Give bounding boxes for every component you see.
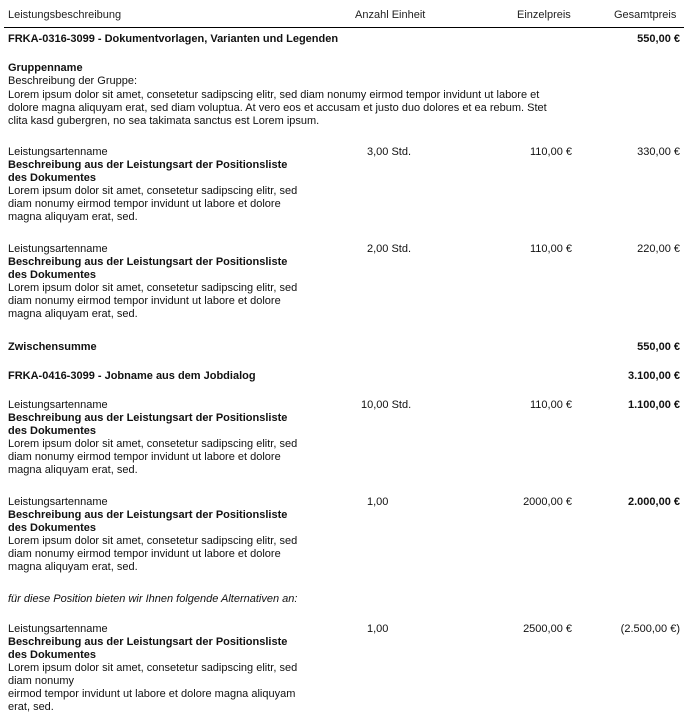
column-header-description: Leistungsbeschreibung xyxy=(8,9,122,21)
item-description: Lorem ipsum dolor sit amet, consetetur sadipscing elitr, sed xyxy=(8,282,298,294)
group-title: FRKA-0316-3099 - Dokumentvorlagen, Varianten und Legenden xyxy=(8,33,339,45)
item-description: Lorem ipsum dolor sit amet, consetetur sadipscing elitr, sed xyxy=(8,662,298,674)
group-total: 550,00 € xyxy=(637,33,680,45)
item-title: des Dokumentes xyxy=(8,522,97,534)
line-item xyxy=(8,399,297,477)
item-type-name: Leistungsartenname xyxy=(8,399,108,411)
item-unit-price: 2500,00 € xyxy=(523,623,572,635)
alternatives-note: für diese Position bieten wir Ihnen folgende Alternativen an: xyxy=(8,593,298,605)
item-description: magna aliquyam erat, sed. xyxy=(8,308,138,320)
item-type-name: Leistungsartenname xyxy=(8,496,108,508)
item-quantity: 3,00 Std. xyxy=(367,146,412,158)
subtotal-label: Zwischensumme xyxy=(8,341,97,353)
item-description: diam nonumy eirmod tempor invidunt ut labore et dolore xyxy=(8,451,281,463)
item-total: 330,00 € xyxy=(637,146,680,158)
item-title: Beschreibung aus der Leistungsart der Positionsliste xyxy=(8,412,288,424)
item-title: Beschreibung aus der Leistungsart der Positionsliste xyxy=(8,159,288,171)
item-title: des Dokumentes xyxy=(8,425,97,437)
item-description: magna aliquyam erat, sed. xyxy=(8,561,138,573)
item-total: 220,00 € xyxy=(637,243,680,255)
line-item xyxy=(8,496,297,574)
column-header-quantity: Anzahl Einheit xyxy=(355,9,426,21)
header-divider xyxy=(4,27,684,28)
item-quantity: 1,00 xyxy=(367,623,389,635)
item-title: Beschreibung aus der Leistungsart der Positionsliste xyxy=(8,256,288,268)
group-description: Lorem ipsum dolor sit amet, consetetur sadipscing elitr, sed diam nonumy eirmod tempor invidunt ut labore et dolore magna aliquyam erat, sed diam voluptua. At vero eos et accusam et justo duo dolores et ea rebum. Stet clita kasd gubergren, no sea takimata sanctus est Lorem ipsum. xyxy=(8,89,547,127)
item-description: erat, sed. xyxy=(8,701,54,713)
item-unit-price: 110,00 € xyxy=(529,399,572,411)
item-type-name: Leistungsartenname xyxy=(8,146,108,158)
item-unit-price: 2000,00 € xyxy=(523,496,572,508)
item-title: des Dokumentes xyxy=(8,649,97,661)
item-description: diam nonumy eirmod tempor invidunt ut labore et dolore xyxy=(8,198,281,210)
subtotal-value: 550,00 € xyxy=(637,341,680,353)
item-title: Beschreibung aus der Leistungsart der Positionsliste xyxy=(8,636,288,648)
group-description-label: Beschreibung der Gruppe: xyxy=(8,75,138,87)
item-description: eirmod tempor invidunt ut labore et dolore magna aliquyam xyxy=(8,688,296,700)
group-title: FRKA-0416-3099 - Jobname aus dem Jobdialog xyxy=(8,370,256,382)
item-description: Lorem ipsum dolor sit amet, consetetur sadipscing elitr, sed xyxy=(8,535,298,547)
item-description: Lorem ipsum dolor sit amet, consetetur sadipscing elitr, sed xyxy=(8,438,298,450)
item-unit-price: 110,00 € xyxy=(529,146,572,158)
item-unit-price: 110,00 € xyxy=(529,243,572,255)
item-description: diam nonumy eirmod tempor invidunt ut labore et dolore xyxy=(8,548,281,560)
item-total: 1.100,00 € xyxy=(628,399,680,411)
group-name: Gruppenname xyxy=(8,62,83,74)
item-description: diam nonumy eirmod tempor invidunt ut labore et dolore xyxy=(8,295,281,307)
item-total: (2.500,00 €) xyxy=(620,623,680,635)
item-description: Lorem ipsum dolor sit amet, consetetur sadipscing elitr, sed xyxy=(8,185,298,197)
item-description: magna aliquyam erat, sed. xyxy=(8,464,138,476)
group-total: 3.100,00 € xyxy=(628,370,680,382)
item-description: magna aliquyam erat, sed. xyxy=(8,211,138,223)
item-title: Beschreibung aus der Leistungsart der Positionsliste xyxy=(8,509,288,521)
line-item xyxy=(8,243,297,321)
column-header-unit-price: Einzelpreis xyxy=(517,9,571,21)
item-description: diam nonumy xyxy=(8,675,75,687)
item-type-name: Leistungsartenname xyxy=(8,243,108,255)
line-item xyxy=(8,146,297,224)
item-type-name: Leistungsartenname xyxy=(8,623,108,635)
item-title: des Dokumentes xyxy=(8,172,97,184)
alternative-line-item xyxy=(8,623,297,714)
item-quantity: 10,00 Std. xyxy=(361,399,412,411)
item-title: des Dokumentes xyxy=(8,269,97,281)
column-header-total: Gesamtpreis xyxy=(614,9,677,21)
item-quantity: 2,00 Std. xyxy=(367,243,412,255)
item-total: 2.000,00 € xyxy=(628,496,680,508)
item-quantity: 1,00 xyxy=(367,496,389,508)
